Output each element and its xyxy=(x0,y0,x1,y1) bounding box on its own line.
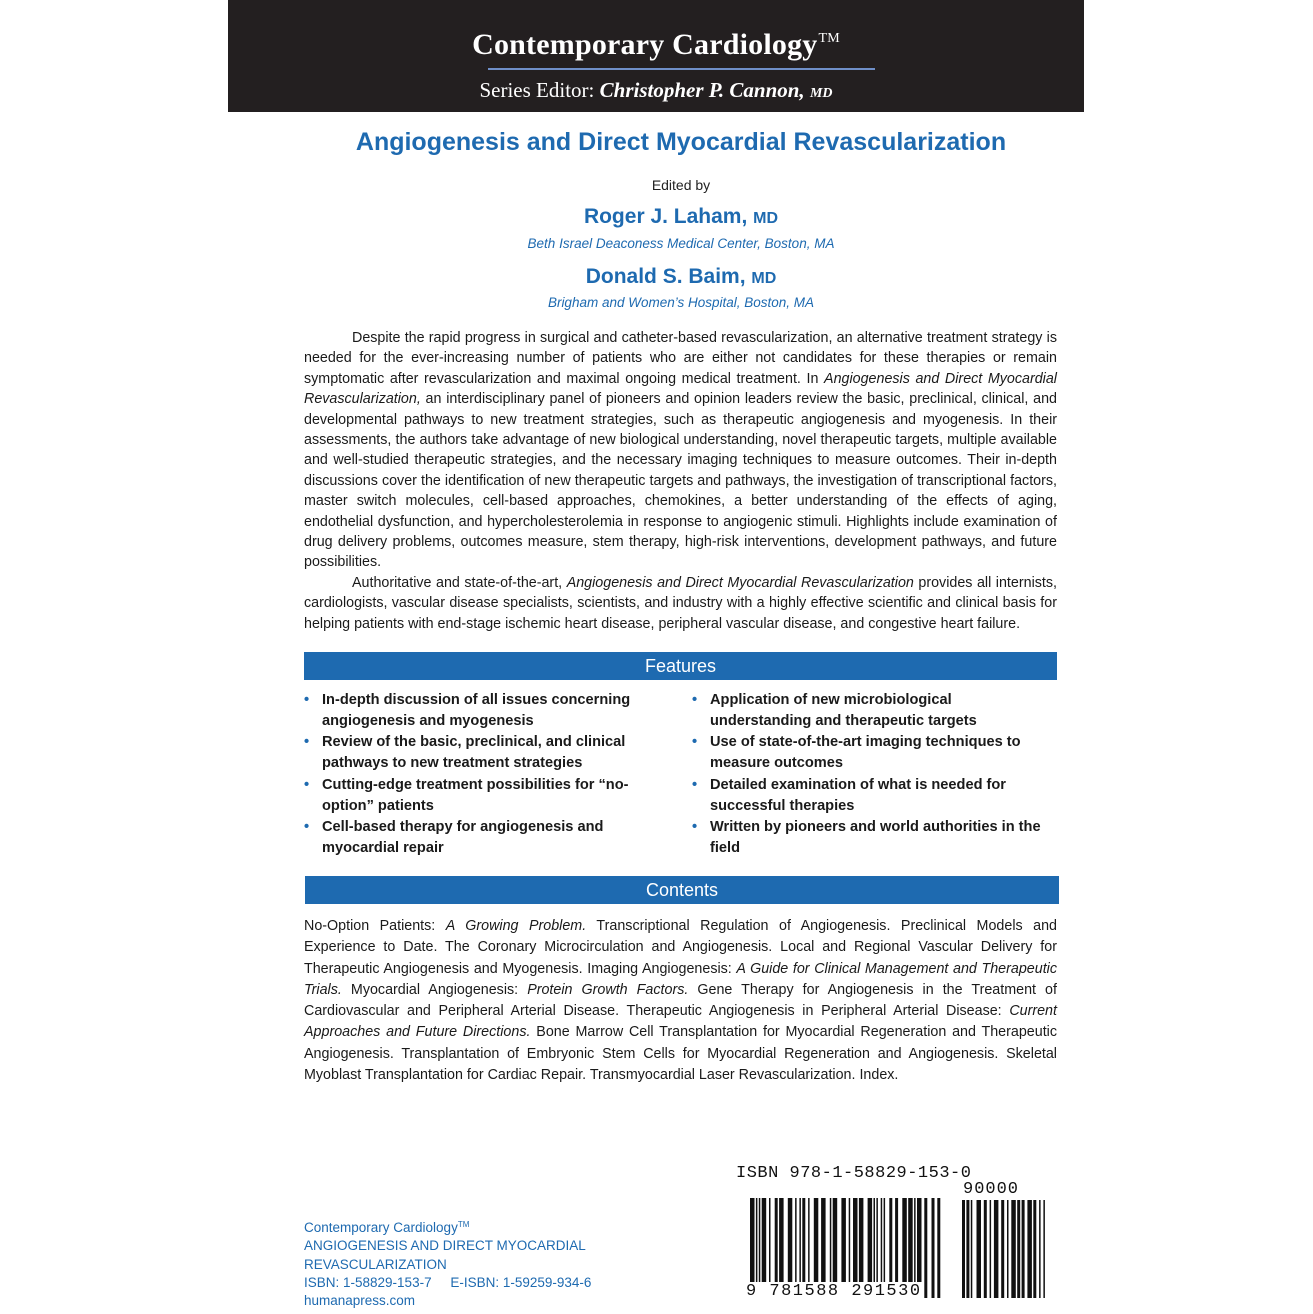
bullet-icon: • xyxy=(304,692,310,708)
barcode-bar xyxy=(924,1198,927,1298)
book-title: Angiogenesis and Direct Myocardial Revascularization xyxy=(355,128,1007,156)
feature-item: • Cutting-edge treatment possibilities for “no-option” patients xyxy=(304,776,629,814)
barcode-bar xyxy=(1039,1200,1041,1298)
barcode-bar xyxy=(1011,1200,1016,1298)
series-editor xyxy=(228,78,1084,103)
bullet-icon: • xyxy=(692,734,698,751)
barcode-addon-number: 90000 xyxy=(963,1180,1020,1199)
contents-heading: Contents xyxy=(305,876,1059,904)
contents-segment: Gene Therapy for Angiogenesis in the Treatment of Cardiovascular and Peripheral Arterial Disease. Therapeutic Angiogenesis in Peripheral Arterial Disease: xyxy=(304,981,1057,1020)
barcode-isbn-text: ISBN 978-1-58829-153-0 xyxy=(736,1164,972,1183)
bullet-icon: • xyxy=(304,819,310,836)
imprint-title-line-2: REVASCULARIZATION xyxy=(304,1256,447,1272)
feature-item: • Application of new microbiological understanding and therapeutic targets xyxy=(692,692,977,729)
barcode-bar xyxy=(962,1200,965,1298)
series-header-band xyxy=(228,0,1084,112)
barcode-digits: 9 781588 291530 xyxy=(746,1282,922,1301)
editor-1-affiliation: Beth Israel Deaconess Medical Center, Boston, MA xyxy=(527,236,835,251)
imprint-isbn: ISBN: 1-58829-153-7 E-ISBN: 1-59259-934-6 xyxy=(304,1274,592,1290)
feature-item: • Detailed examination of what is needed for successful therapies xyxy=(692,776,1006,814)
bullet-icon: • xyxy=(304,734,310,751)
barcode-bar xyxy=(1033,1200,1036,1298)
barcode-bar xyxy=(1007,1200,1009,1298)
barcode-bar xyxy=(1017,1200,1020,1298)
contents-text xyxy=(304,916,1057,1086)
feature-item: • Review of the basic, preclinical, and clinical pathways to new treatment strategies xyxy=(304,734,626,772)
imprint-series: Contemporary Cardiology™ xyxy=(304,1220,470,1235)
barcode-bar xyxy=(984,1200,987,1298)
editor-2-name: Donald S. Baim, MD xyxy=(585,265,777,288)
book-title-italic: Angiogenesis and Direct Myocardial Revascularization, xyxy=(304,370,1057,408)
series-title: Contemporary Cardiology™ xyxy=(472,28,840,61)
barcode-bar xyxy=(932,1198,935,1298)
contents-segment: No-Option Patients: xyxy=(304,918,446,934)
isbn-barcode xyxy=(736,1164,1058,1314)
barcode-bar xyxy=(994,1200,999,1298)
editor-1-name: Roger J. Laham, MD xyxy=(583,205,779,228)
bullet-icon: • xyxy=(692,819,698,836)
feature-item: • Cell-based therapy for angiogenesis and myocardial repair xyxy=(304,819,604,857)
imprint-title-line-1: ANGIOGENESIS AND DIRECT MYOCARDIAL xyxy=(304,1238,586,1254)
features-right-column xyxy=(692,690,1052,860)
bullet-icon: • xyxy=(692,692,698,708)
contents-segment: Bone Marrow Cell Transplantation for Myocardial Regeneration and Therapeutic Angiogenesis. Transplantation of Embryonic Stem Cells for Myocardial Regeneration and Angiogenesis. Skeletal Myoblast Transplantation for Cardiac Repair. Transmyocardial Laser Revascularization. Index. xyxy=(304,1024,1057,1084)
series-rule-divider xyxy=(488,68,875,70)
edited-by-label: Edited by xyxy=(651,177,711,193)
contents-segment: Myocardial Angiogenesis: xyxy=(341,981,528,998)
contents-segment: Transcriptional Regulation of Angiogenesis. Preclinical Models and Experience to Date. The Coronary Microcirculation and Angiogenesis. Local and Regional Vascular Delivery for Therapeutic Angiogenesis and Myogenesis. Imaging Angiogenesis: xyxy=(304,918,1057,977)
feature-item: • Written by pioneers and world authorities in the field xyxy=(692,819,1041,857)
feature-item: • In-depth discussion of all issues concerning angiogenesis and myogenesis xyxy=(304,692,631,729)
barcode-bar xyxy=(990,1200,992,1298)
contents-subtitle-italic: A Guide for Clinical Management and Therapeutic Trials. xyxy=(304,960,1058,998)
barcode-bar xyxy=(1001,1200,1004,1298)
contents-subtitle-italic: A Growing Problem. xyxy=(445,918,587,934)
book-title-italic: Angiogenesis and Direct Myocardial Revascularization xyxy=(566,574,914,591)
contents-subtitle-italic: Protein Growth Factors. xyxy=(527,981,689,998)
series-editor-degree: MD xyxy=(809,86,833,101)
barcode-bar xyxy=(1043,1200,1045,1298)
trademark-mark: TM xyxy=(457,1220,470,1229)
editor-1-degree: MD xyxy=(753,210,779,227)
editor-2-affiliation: Brigham and Women’s Hospital, Boston, MA xyxy=(547,295,815,310)
imprint-block xyxy=(304,1216,634,1310)
barcode-bar xyxy=(1022,1200,1025,1298)
bullet-icon: • xyxy=(304,776,310,793)
description-paragraph-1: Despite the rapid progress in surgical and catheter-based revascularization, an alternative treatment strategy is needed for the ever-increasing number of patients who are either not candidates for these therapies or remain symptomatic after revascularization and maximal ongoing medical treatment. In Angiogenesis and Direct Myocardial Revascularization, an interdisciplinary panel of pioneers and opinion leaders review the basic, preclinical, clinical, and developmental pathways to new treatment strategies, such as therapeutic angiogenesis and myogenesis. In their assessments, the authors take advantage of new biological understanding, novel therapeutic targets, multiple available and well-studied therapeutic strategies, and the necessary imaging techniques to measure outcomes. Their in-depth discussions cover the identification of new therapeutic targets and pathways, the investigation of transcriptional factors, master switch molecules, cell-based approaches, chemokines, a better understanding of the effects of aging, endothelial dysfunction, and hypercholesterolemia in response to angiogenic stimuli. Highlights include examination of drug delivery problems, outcomes measure, stem therapy, high-risk interventions, development pathways, and future possibilities. xyxy=(304,330,1057,571)
features-left-column xyxy=(304,690,664,860)
editor-2-degree: MD xyxy=(751,270,777,287)
series-editor-label: Series Editor: xyxy=(479,78,595,102)
features-heading: Features xyxy=(304,652,1057,680)
series-editor-name: Christopher P. Cannon, xyxy=(599,78,805,102)
barcode-bar xyxy=(937,1198,940,1298)
feature-item: • Use of state-of-the-art imaging techniques to measure outcomes xyxy=(692,734,1021,772)
description-paragraph-2: Authoritative and state-of-the-art, Angiogenesis and Direct Myocardial Revascularization provides all internists, cardiologists, vascular disease specialists, scientists, and industry with a highly effective scientific and clinical basis for helping patients with end-stage ischemic heart disease, peripheral vascular disease, and congestive heart failure. xyxy=(304,574,1057,632)
barcode-bar xyxy=(977,1200,982,1298)
imprint-website: humanapress.com xyxy=(304,1293,416,1309)
barcode-bar xyxy=(1027,1200,1032,1298)
contents-subtitle-italic: Current Approaches and Future Directions. xyxy=(304,1003,1057,1041)
back-cover xyxy=(228,0,1084,1313)
description xyxy=(304,328,1057,634)
trademark-mark: TM xyxy=(818,31,840,46)
bullet-icon: • xyxy=(692,776,698,793)
barcode-bar xyxy=(966,1200,969,1298)
barcode-bar xyxy=(971,1200,973,1298)
